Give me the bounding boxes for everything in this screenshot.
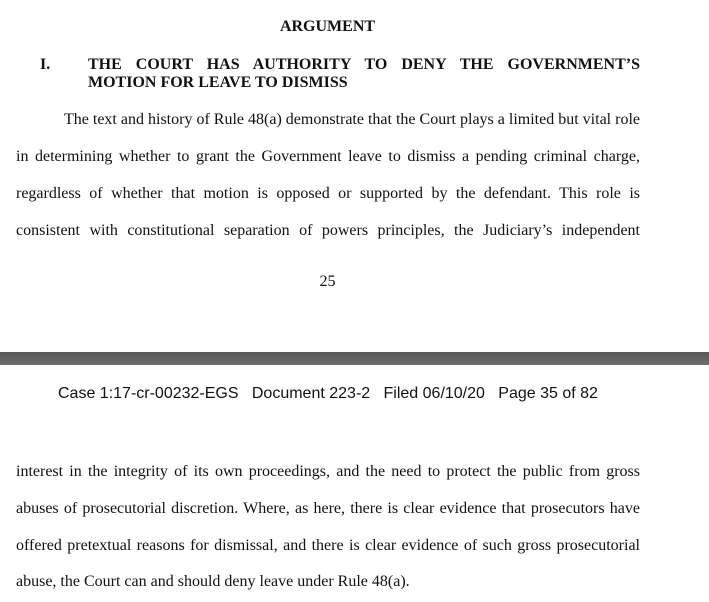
point-title bbox=[88, 56, 640, 92]
paragraph-line: The text and history of Rule 48(a) demonstrate that the Court plays a limited but vital role bbox=[64, 111, 640, 128]
point-number: I. bbox=[40, 56, 51, 73]
argument-heading: ARGUMENT bbox=[279, 18, 376, 35]
page-number: 25 bbox=[319, 273, 336, 290]
paragraph-line: in determining whether to grant the Government leave to dismiss a pending criminal charge, bbox=[16, 148, 640, 165]
paragraph-line: abuses of prosecutorial discretion. Where, as here, there is clear evidence that prosecutors have bbox=[16, 500, 640, 517]
case-number: Case 1:17-cr-00232-EGS bbox=[58, 385, 239, 402]
paragraph-line: regardless of whether that motion is opposed or supported by the defendant. This role is bbox=[16, 185, 640, 202]
paragraph-line: offered pretextual reasons for dismissal, and there is clear evidence of such gross prosecutorial bbox=[16, 537, 640, 554]
point-title-line-2: MOTION FOR LEAVE TO DISMISS bbox=[88, 74, 348, 91]
paragraph-line: consistent with constitutional separation of powers principles, the Judiciary’s independent bbox=[16, 222, 640, 239]
filed-date: Filed 06/10/20 bbox=[383, 385, 485, 402]
point-title-line-1: THE COURT HAS AUTHORITY TO DENY THE GOVERNMENT’S bbox=[88, 56, 640, 73]
case-header bbox=[58, 385, 598, 403]
paragraph-line: interest in the integrity of its own proceedings, and the need to protect the public from gross bbox=[16, 463, 640, 480]
document-number: Document 223-2 bbox=[251, 385, 371, 402]
page-count: Page 35 of 82 bbox=[498, 385, 598, 402]
page-divider bbox=[0, 352, 709, 365]
paragraph-line: abuse, the Court can and should deny leave under Rule 48(a). bbox=[16, 573, 410, 590]
